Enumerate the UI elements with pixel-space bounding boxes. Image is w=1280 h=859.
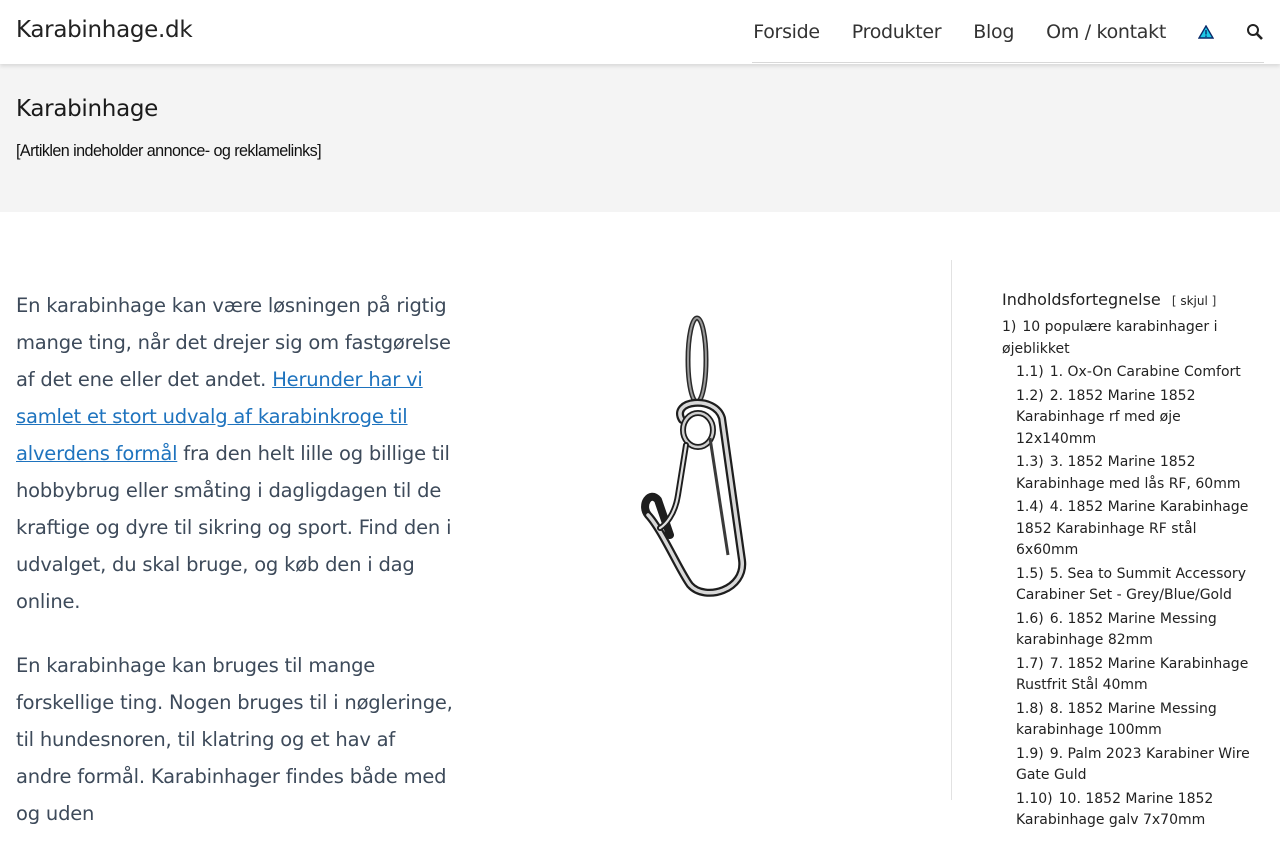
nav-produkter[interactable]: Produkter bbox=[851, 21, 942, 43]
toc-item[interactable]: 1.8) 8. 1852 Marine Messing karabinhage 100mm bbox=[1016, 700, 1217, 738]
site-header bbox=[0, 0, 1280, 64]
nav-underline bbox=[752, 62, 1264, 63]
toc-item[interactable]: 1.5) 5. Sea to Summit Accessory Carabiner Set - Grey/Blue/Gold bbox=[1016, 565, 1246, 603]
toc-header bbox=[1002, 290, 1262, 309]
sidebar-divider bbox=[951, 260, 952, 800]
carabiner-image bbox=[610, 310, 780, 600]
nav-blog[interactable]: Blog bbox=[973, 21, 1015, 43]
second-paragraph: En karabinhage kan bruges til mange forskellige ting. Nogen bruges til i nøgleringe, til hundesnoren, til klatring og et hav af andre formål. Karabinhager findes både med og uden bbox=[16, 654, 453, 825]
intro-paragraph: En karabinhage kan være løsningen på rigtig mange ting, når det drejer sig om fastgørelse af det ene eller det andet. Herunder har vi samlet et stort udvalg af karabinkroge til alverdens formål fra den helt lille og billige til hobbybrug eller småting i dagligdagen til de kraftige og dyre til sikring og sport. Find den i udvalget, du skal bruge, og køb den i dag online. bbox=[16, 294, 452, 613]
search-icon[interactable] bbox=[1246, 23, 1264, 41]
toc-item[interactable]: 1.2) 2. 1852 Marine 1852 Karabinhage rf med øje 12x140mm bbox=[1016, 387, 1196, 447]
main-nav bbox=[753, 0, 1280, 64]
toc-list bbox=[1002, 317, 1262, 832]
toc-toggle[interactable]: [ skjul ] bbox=[1171, 294, 1217, 308]
toc-item[interactable]: 1.10) 10. 1852 Marine 1852 Karabinhage galv 7x70mm bbox=[1016, 790, 1214, 828]
ad-disclaimer: [Artiklen indeholder annonce- og reklamelinks] bbox=[16, 141, 322, 160]
page-hero bbox=[0, 64, 1280, 212]
article-body bbox=[16, 287, 456, 859]
toc-item[interactable]: 1.3) 3. 1852 Marine 1852 Karabinhage med lås RF, 60mm bbox=[1016, 454, 1241, 492]
toc-hide-link[interactable]: skjul bbox=[1180, 294, 1208, 308]
nav-om-kontakt[interactable]: Om / kontakt bbox=[1046, 21, 1166, 43]
toc-item[interactable]: 1.7) 7. 1852 Marine Karabinhage Rustfrit Stål 40mm bbox=[1016, 655, 1249, 693]
page-title: Karabinhage bbox=[16, 96, 159, 122]
toc-item[interactable]: 1.4) 4. 1852 Marine Karabinhage 1852 Karabinhage RF stål 6x60mm bbox=[1016, 499, 1249, 558]
site-logo[interactable]: Karabinhage.dk bbox=[16, 17, 193, 43]
toc-item[interactable]: 1.6) 6. 1852 Marine Messing karabinhage 82mm bbox=[1016, 610, 1217, 648]
table-of-contents bbox=[1002, 290, 1262, 832]
toc-item[interactable]: 1.9) 9. Palm 2023 Karabiner Wire Gate Guld bbox=[1016, 745, 1250, 783]
product-list-link[interactable]: Herunder har vi samlet et stort udvalg af karabinkroge til alverdens formål bbox=[16, 368, 423, 465]
toc-item[interactable]: 1) 10 populære karabinhager i øjeblikket bbox=[1002, 319, 1218, 357]
warning-triangle-icon[interactable] bbox=[1198, 25, 1214, 39]
toc-title: Indholdsfortegnelse bbox=[1002, 290, 1161, 309]
toc-item[interactable]: 1.1) 1. Ox-On Carabine Comfort bbox=[1016, 364, 1241, 380]
nav-forside[interactable]: Forside bbox=[753, 21, 820, 43]
